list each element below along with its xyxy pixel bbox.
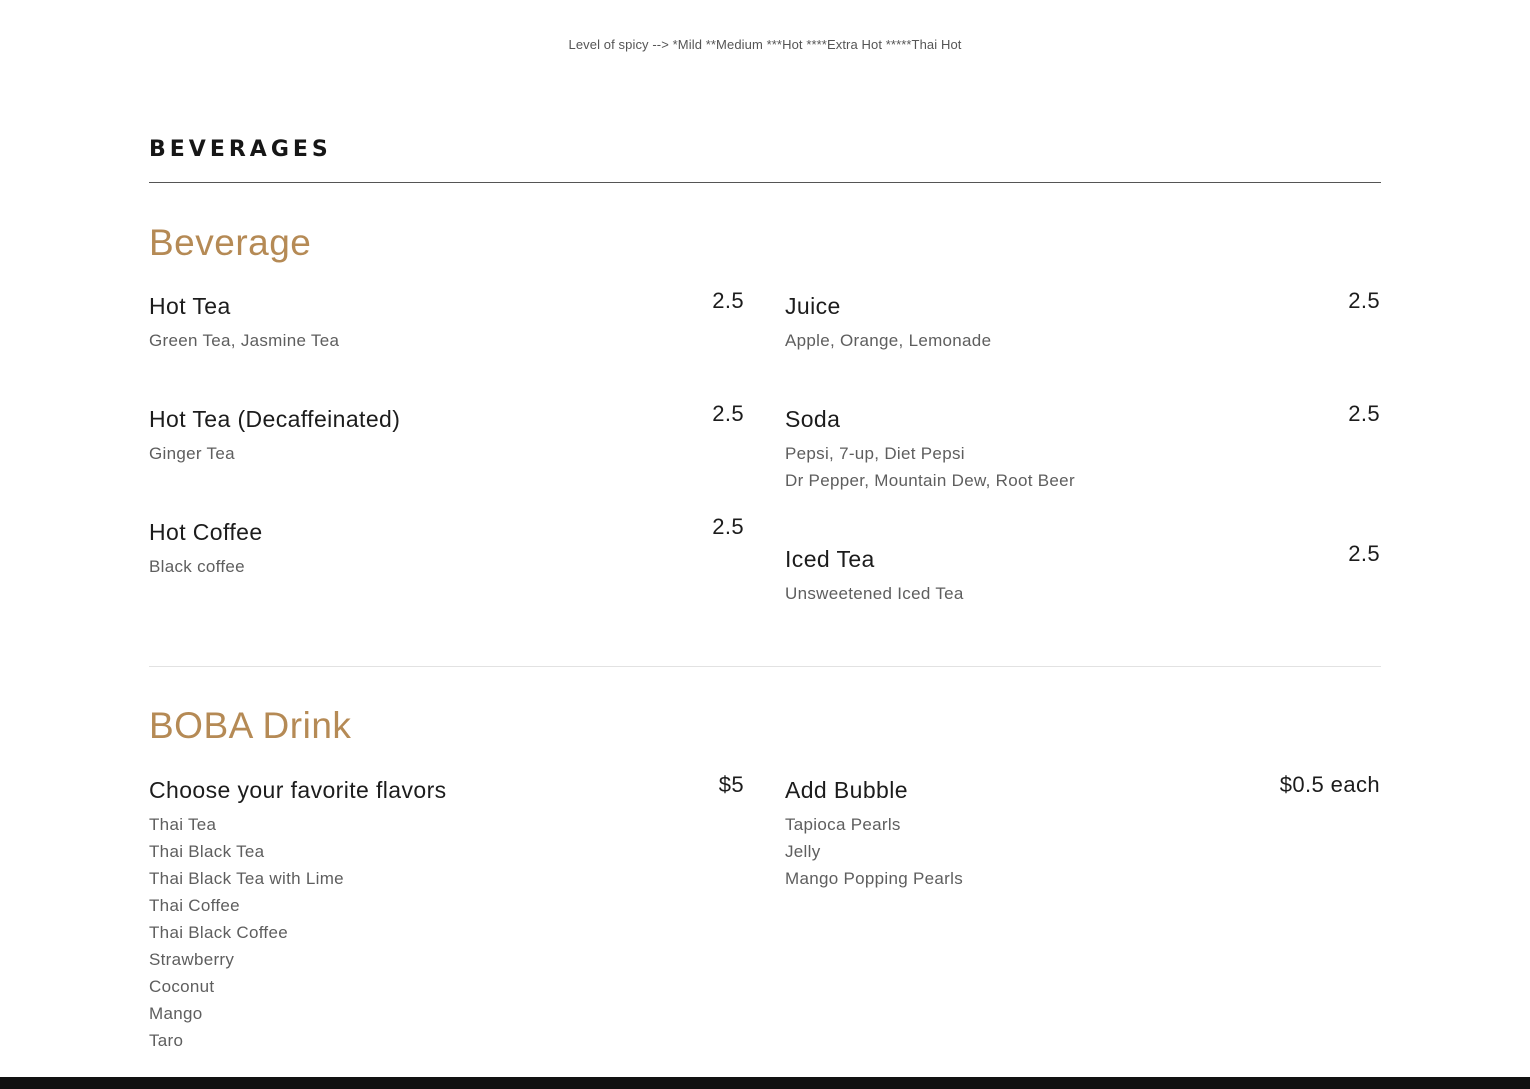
item-description xyxy=(149,440,744,467)
item-description xyxy=(785,327,1380,354)
section-title-beverage: Beverage xyxy=(149,222,312,263)
item-price: $0.5 each xyxy=(1279,772,1380,797)
section-title-boba: BOBA Drink xyxy=(149,705,352,746)
item-name: Hot Coffee xyxy=(149,519,263,545)
item-name: Add Bubble xyxy=(785,777,908,803)
menu-item-hot-tea-decaf xyxy=(149,401,744,467)
page-heading: BEVERAGES xyxy=(149,137,332,162)
description-line: Coconut xyxy=(149,977,215,996)
description-line: Thai Black Coffee xyxy=(149,923,288,942)
description-line: Thai Black Tea with Lime xyxy=(149,869,344,888)
heading-divider xyxy=(149,182,1381,183)
section-divider xyxy=(149,666,1381,667)
item-price: 2.5 xyxy=(712,401,744,426)
description-line: Black coffee xyxy=(149,557,245,576)
item-name: Soda xyxy=(785,406,841,432)
item-name: Juice xyxy=(785,293,841,319)
description-line: Mango xyxy=(149,1004,203,1023)
description-line: Green Tea, Jasmine Tea xyxy=(149,331,340,350)
item-price: $5 xyxy=(718,772,744,797)
spicy-level-note: Level of spicy --> *Mild **Medium ***Hot ****Extra Hot *****Thai Hot xyxy=(568,37,962,52)
description-line: Apple, Orange, Lemonade xyxy=(785,331,992,350)
description-line: Strawberry xyxy=(149,950,235,969)
item-description xyxy=(785,440,1380,494)
menu-item-hot-tea xyxy=(149,288,744,354)
item-name: Choose your favorite flavors xyxy=(149,777,447,803)
menu-item-iced-tea xyxy=(785,541,1380,607)
menu-item-hot-coffee xyxy=(149,514,744,580)
menu-item-add-bubble xyxy=(785,772,1380,892)
description-line: Unsweetened Iced Tea xyxy=(785,584,964,603)
item-price: 2.5 xyxy=(1348,541,1380,566)
item-name: Hot Tea xyxy=(149,293,231,319)
description-line: Ginger Tea xyxy=(149,444,235,463)
item-price: 2.5 xyxy=(712,288,744,313)
menu-item-soda xyxy=(785,401,1380,494)
description-line: Dr Pepper, Mountain Dew, Root Beer xyxy=(785,471,1075,490)
footer-bar xyxy=(0,1077,1530,1089)
item-description xyxy=(785,811,1380,892)
description-line: Mango Popping Pearls xyxy=(785,869,964,888)
item-price: 2.5 xyxy=(1348,401,1380,426)
item-price: 2.5 xyxy=(712,514,744,539)
item-description xyxy=(149,327,744,354)
item-description xyxy=(785,580,1380,607)
item-description xyxy=(149,811,744,1054)
description-line: Jelly xyxy=(785,842,821,861)
menu-item-juice xyxy=(785,288,1380,354)
description-line: Thai Tea xyxy=(149,815,217,834)
item-name: Iced Tea xyxy=(785,546,875,572)
item-price: 2.5 xyxy=(1348,288,1380,313)
menu-item-boba-flavors xyxy=(149,772,744,1054)
description-line: Pepsi, 7-up, Diet Pepsi xyxy=(785,444,965,463)
description-line: Thai Coffee xyxy=(149,896,240,915)
item-name: Hot Tea (Decaffeinated) xyxy=(149,406,401,432)
item-description xyxy=(149,553,744,580)
description-line: Thai Black Tea xyxy=(149,842,265,861)
description-line: Taro xyxy=(149,1031,184,1050)
description-line: Tapioca Pearls xyxy=(785,815,901,834)
